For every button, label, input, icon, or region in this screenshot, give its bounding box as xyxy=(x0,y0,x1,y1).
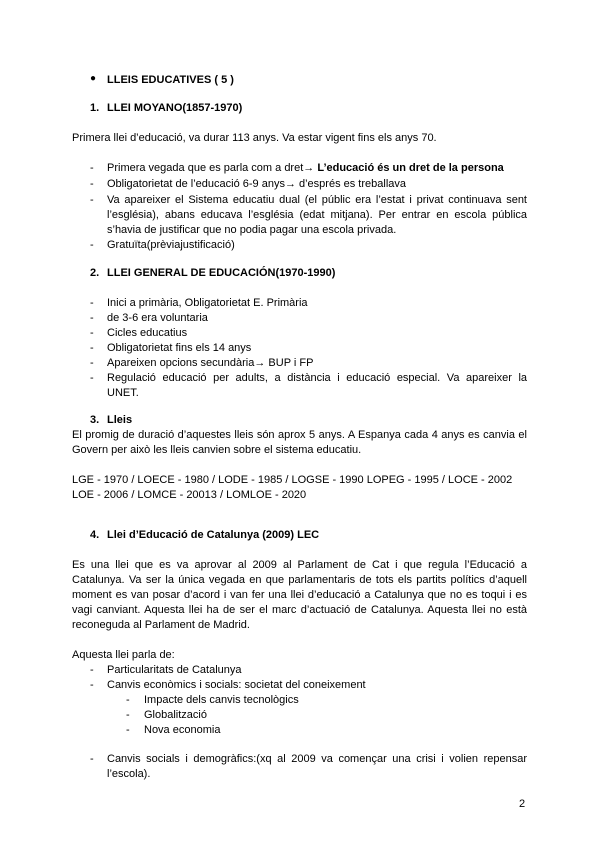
list-item-line: l’església), abans educava l’església (edat mitjana). Per entrar en escola pública xyxy=(107,209,527,221)
list-item-emphasis: L’educació és un dret de la persona xyxy=(317,162,504,174)
section-4-title: Llei d’Educació de Catalunya (2009) LEC xyxy=(107,529,320,541)
list-item-line: Canvis socials i demogràfics:(xq al 2009 va començar una crisi i volien repensar xyxy=(107,753,527,765)
list-dash: - xyxy=(90,194,94,206)
list-dash: - xyxy=(90,162,94,174)
section-3-title: Lleis xyxy=(107,414,133,426)
list-item: de 3-6 era voluntaria xyxy=(107,312,208,324)
list-item-line: UNET. xyxy=(107,387,139,399)
paragraph-line: Catalunya. Va ser la única vegada en que parlamentaris de tots els partits polítics d’aquell xyxy=(72,574,527,586)
list-item: Cicles educatius xyxy=(107,327,188,339)
section-1-number: 1. xyxy=(90,102,100,114)
list-item: Canvis econòmics i socials: societat del coneixement xyxy=(107,679,366,691)
sublist-item: Globalització xyxy=(144,709,207,721)
paragraph-line: Es una llei que es va aprovar al 2009 al Parlament de Cat i que regula l’Educació a xyxy=(72,559,527,571)
list-dash: - xyxy=(90,753,94,765)
list-item: Apareixen opcions secundària→ BUP i FP xyxy=(107,357,314,369)
list-item xyxy=(107,161,504,175)
main-heading: LLEIS EDUCATIVES ( 5 ) xyxy=(107,74,234,86)
list-item: Obligatorietat de l’educació 6-9 anys→ d’esprés es treballava xyxy=(107,178,406,190)
sublist-item: Nova economia xyxy=(144,724,221,736)
sublist-dash: - xyxy=(126,724,130,736)
list-dash: - xyxy=(90,372,94,384)
section-3-line: El promig de duració d’aquestes lleis són aprox 5 anys. A Espanya cada 4 anys es canvia el xyxy=(72,429,527,441)
section-2-number: 2. xyxy=(90,267,100,279)
list-item-line: s’havia de justificar que no podia pagar una escola privada. xyxy=(107,224,397,236)
section-4-number: 4. xyxy=(90,529,100,541)
list-intro: Aquesta llei parla de: xyxy=(72,649,175,661)
list-dash: - xyxy=(90,297,94,309)
list-item: Gratuïta(prèviajustificació) xyxy=(107,239,235,251)
section-3-number: 3. xyxy=(90,414,100,426)
list-item: Inici a primària, Obligatorietat E. Primària xyxy=(107,297,308,309)
laws-list-line: LOE - 2006 / LOMCE - 20013 / LOMLOE - 2020 xyxy=(72,489,307,501)
laws-list-line: LGE - 1970 / LOECE - 1980 / LODE - 1985 / LOGSE - 1990 LOPEG - 1995 / LOCE - 2002 xyxy=(72,474,513,486)
heading-bullet: ● xyxy=(90,73,97,84)
list-item: Particularitats de Catalunya xyxy=(107,664,242,676)
sublist-dash: - xyxy=(126,694,130,706)
section-1-intro: Primera llei d’educació, va durar 113 anys. Va estar vigent fins els anys 70. xyxy=(72,132,437,144)
list-item-line: Regulació educació per adults, a distància i educació especial. Va apareixer la xyxy=(107,372,527,384)
paragraph-line: vagi canviant. Aquesta llei ha de ser el marc d’actuació de Catalunya. Aquesta llei no està xyxy=(72,604,527,616)
list-dash: - xyxy=(90,178,94,190)
list-dash: - xyxy=(90,312,94,324)
list-dash: - xyxy=(90,342,94,354)
list-dash: - xyxy=(90,357,94,369)
list-item-text: Primera vegada que es parla com a dret→ xyxy=(107,162,318,174)
paragraph-line: reconeguda al Parlament de Madrid. xyxy=(72,619,250,631)
paragraph-line: moment es van posar d’acord i van fer una llei d’educació a Catalunya que no es toqui i es xyxy=(72,589,527,601)
sublist-item: Impacte dels canvis tecnològics xyxy=(144,694,299,706)
list-dash: - xyxy=(90,664,94,676)
section-1-title: LLEI MOYANO(1857-1970) xyxy=(107,102,243,114)
list-item: Obligatorietat fins els 14 anys xyxy=(107,342,252,354)
list-dash: - xyxy=(90,327,94,339)
list-item-line: Va apareixer el Sistema educatiu dual (el públic era l’estat i privat continuava sent xyxy=(107,194,527,206)
section-3-line: Govern per això les lleis canvien sobre el sistema educatiu. xyxy=(72,444,362,456)
page-number: 2 xyxy=(519,798,526,810)
sublist-dash: - xyxy=(126,709,130,721)
list-dash: - xyxy=(90,239,94,251)
list-item-line: l’escola). xyxy=(107,768,151,780)
section-2-title: LLEI GENERAL DE EDUCACIÓN(1970-1990) xyxy=(107,267,336,279)
list-dash: - xyxy=(90,679,94,691)
